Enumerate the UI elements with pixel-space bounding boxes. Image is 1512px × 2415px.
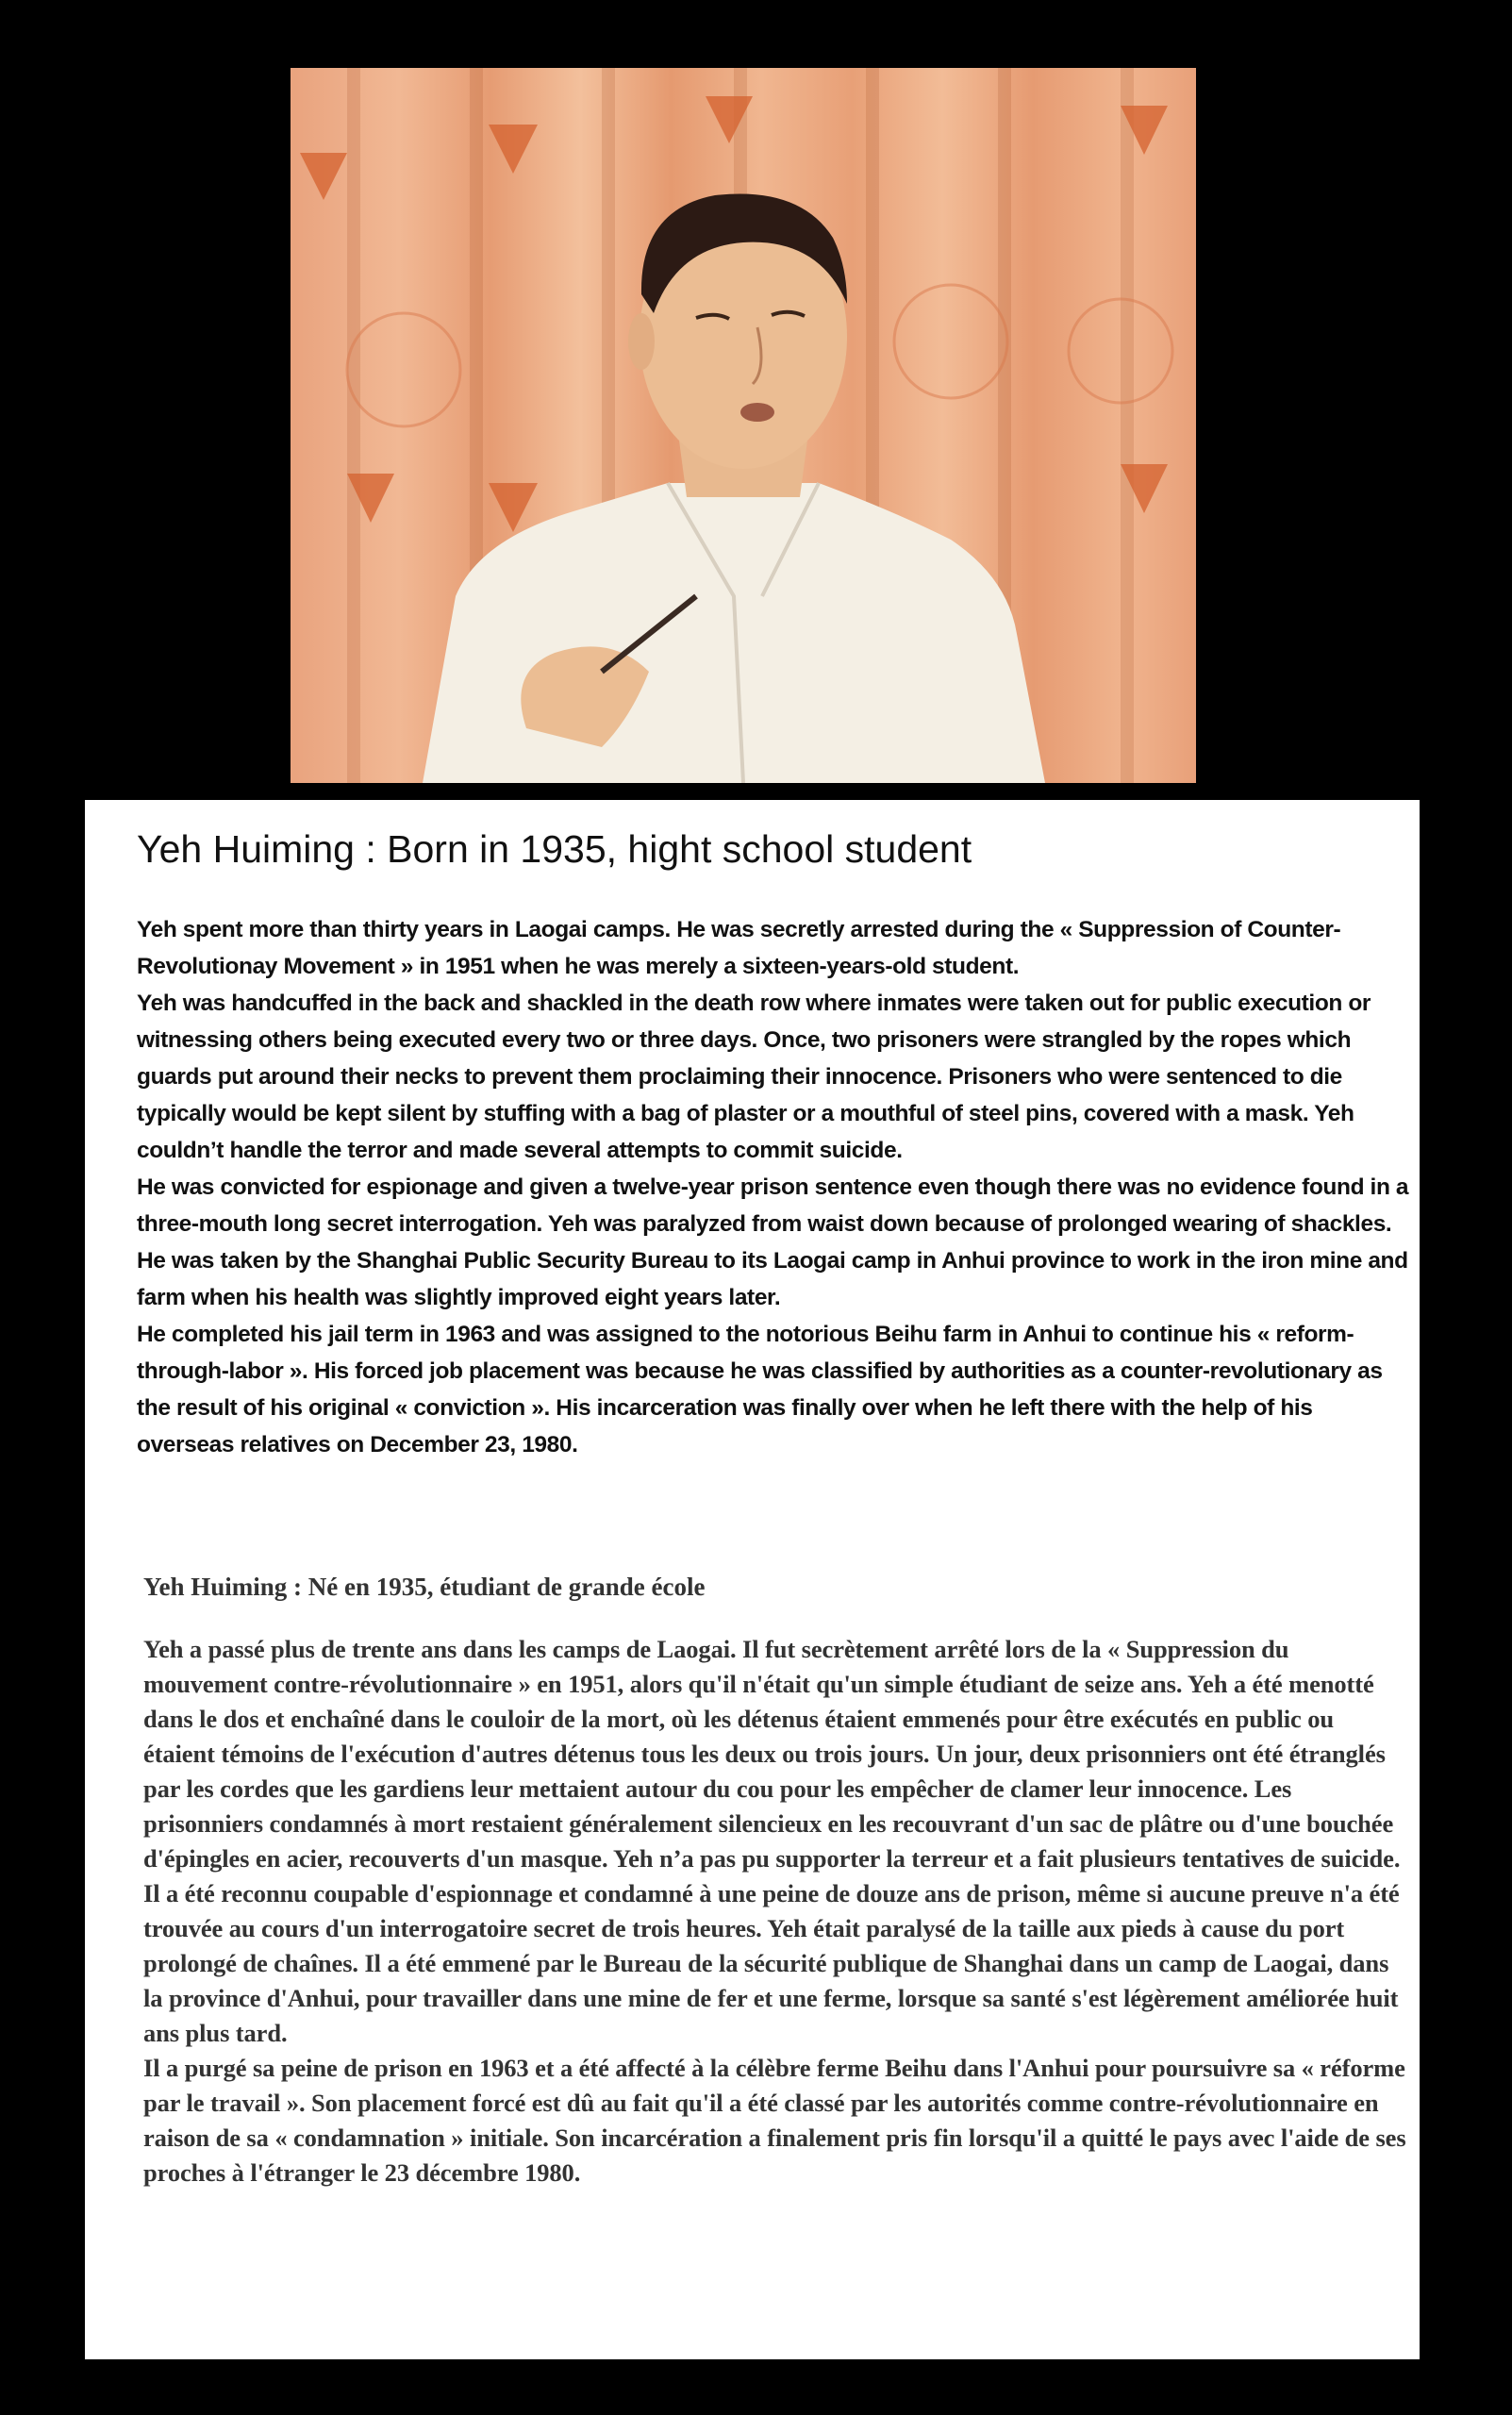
english-paragraph: Yeh spent more than thirty years in Laogai camps. He was secretly arrested during the « Suppression of Counter-Revolutionay Movement » in 1951 when he was merely a sixteen-years-old student. [137, 917, 1341, 979]
english-paragraph: Yeh was handcuffed in the back and shackled in the death row where inmates were taken out for public execution or witnessing others being executed every two or three days. Once, two prisoners were strangled by the ropes which guards put around their necks to prevent them proclaiming their innocence. Prisoners who were sentenced to die typically would be kept silent by stuffing with a bag of plaster or a mouthful of steel pins, covered with a mask. Yeh couldn’t handle the terror and made several attempts to commit suicide. [137, 991, 1371, 1163]
english-title: Yeh Huiming : Born in 1935, hight school student [137, 827, 972, 871]
biography-card [85, 800, 1420, 2359]
french-paragraph: Il a purgé sa peine de prison en 1963 et a été affecté à la célèbre ferme Beihu dans l'Anhui pour poursuivre sa « réforme par le travail ». Son placement forcé est dû au fait qu'il a été classé par les autorités comme contre-révolutionnaire en raison de sa « condamnation » initiale. Son incarcération a finalement pris fin lorsqu'il a quitté le pays avec l'aide de ses proches à l'étranger le 23 décembre 1980. [143, 2054, 1406, 2187]
portrait-illustration [291, 68, 1196, 783]
portrait-photo [291, 68, 1196, 783]
french-body [143, 1632, 1407, 2190]
english-paragraph: He was convicted for espionage and given a twelve-year prison sentence even though there was no evidence found in a three-mouth long secret interrogation. Yeh was paralyzed from waist down because of prolonged wearing of shackles. He was taken by the Shanghai Public Security Bureau to its Laogai camp in Anhui province to work in the iron mine and farm when his health was slightly improved eight years later. [137, 1174, 1409, 1310]
french-title: Yeh Huiming : Né en 1935, étudiant de grande école [143, 1573, 706, 1601]
english-paragraph: He completed his jail term in 1963 and was assigned to the notorious Beihu farm in Anhui to continue his « reform-through-labor ». His forced job placement was because he was classified by authorities as a counter-revolutionary as the result of his original « conviction ». His incarceration was finally over when he left there with the help of his overseas relatives on December 23, 1980. [137, 1322, 1383, 1457]
english-body [137, 911, 1410, 1463]
french-paragraph: Il a été reconnu coupable d'espionnage et condamné à une peine de douze ans de prison, même si aucune preuve n'a été trouvée au cours d'un interrogatoire secret de trois heures. Yeh était paralysé de la taille aux pieds à cause du port prolongé de chaînes. Il a été emmené par le Bureau de la sécurité publique de Shanghai dans un camp de Laogai, dans la province d'Anhui, pour travailler dans une mine de fer et une ferme, lorsque sa santé s'est légèrement améliorée huit ans plus tard. [143, 1879, 1400, 2047]
french-paragraph: Yeh a passé plus de trente ans dans les camps de Laogai. Il fut secrètement arrêté lors de la « Suppression du mouvement contre-révolutionnaire » en 1951, alors qu'il n'était qu'un simple étudiant de seize ans. Yeh a été menotté dans le dos et enchaîné dans le couloir de la mort, où les détenus étaient emmenés pour être exécutés en public ou étaient témoins de l'exécution d'autres détenus tous les deux ou trois jours. Un jour, deux prisonniers ont été étranglés par les cordes que les gardiens leur mettaient autour du cou pour les empêcher de clamer leur innocence. Les prisonniers condamnés à mort restaient généralement silencieux en les recouvrant d'un sac de plâtre ou d'une bouchée d'épingles en acier, recouverts d'un masque. Yeh n’a pas pu supporter la terreur et a fait plusieurs tentatives de suicide. [143, 1635, 1401, 1873]
